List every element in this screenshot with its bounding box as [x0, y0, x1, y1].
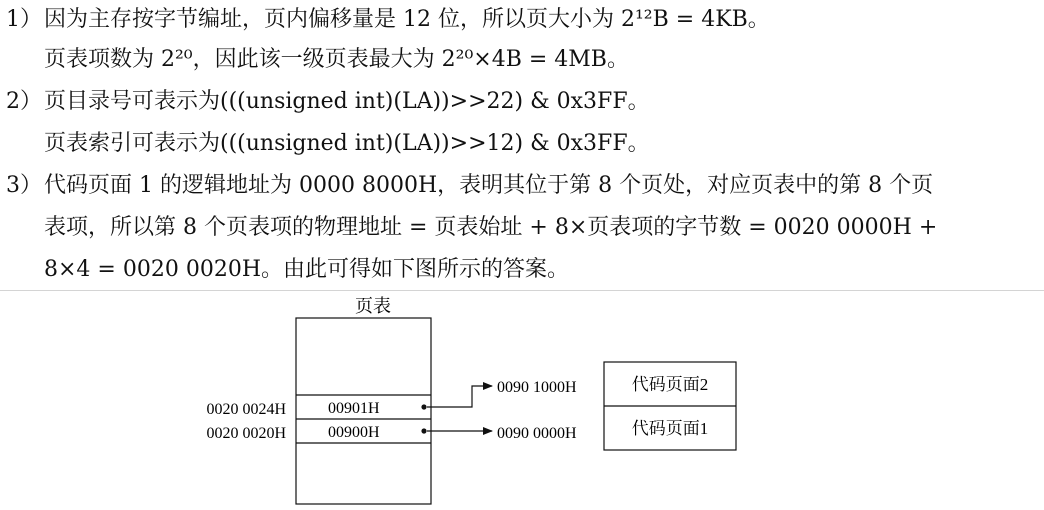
item-3-number: 3）	[6, 173, 42, 198]
pointer-arrow-0	[427, 386, 492, 407]
target-address-0: 0090 1000H	[497, 379, 577, 396]
item-1-line-2: 页表项数为 2²⁰，因此该一级页表最大为 2²⁰×4B = 4MB。	[44, 47, 629, 72]
target-address-1: 0090 0000H	[497, 425, 577, 442]
item-2-line-1: 页目录号可表示为(((unsigned int)(LA))>>22) & 0x3FF。	[44, 89, 650, 114]
item-3-line-3: 8×4 = 0020 0020H。由此可得如下图所示的答案。	[44, 257, 570, 282]
item-1-number: 1）	[6, 7, 42, 32]
row-entry-1: 00900H	[328, 424, 380, 441]
row-address-0: 0020 0024H	[206, 401, 286, 418]
pointer-dot-1	[421, 428, 426, 433]
code-page-2-label: 代码页面2	[631, 375, 709, 394]
row-entry-0: 00901H	[328, 400, 380, 417]
page-table-title: 页表	[355, 296, 391, 316]
item-2-line-2: 页表索引可表示为(((unsigned int)(LA))>>12) & 0x3FF。	[44, 131, 650, 156]
code-page-1-label: 代码页面1	[631, 419, 709, 438]
item-1-line-1: 因为主存按字节编址，页内偏移量是 12 位，所以页大小为 2¹²B = 4KB。	[44, 7, 770, 32]
item-3-line-2: 表项，所以第 8 个页表项的物理地址 = 页表始址 + 8×页表项的字节数 = 0020 0000H +	[44, 215, 938, 240]
item-2-number: 2）	[6, 89, 42, 114]
row-address-1: 0020 0020H	[206, 425, 286, 442]
pointer-dot-0	[421, 404, 426, 409]
item-3-line-1: 代码页面 1 的逻辑地址为 0000 8000H，表明其位于第 8 个页处，对应页表中的第 8 个页	[44, 173, 934, 198]
